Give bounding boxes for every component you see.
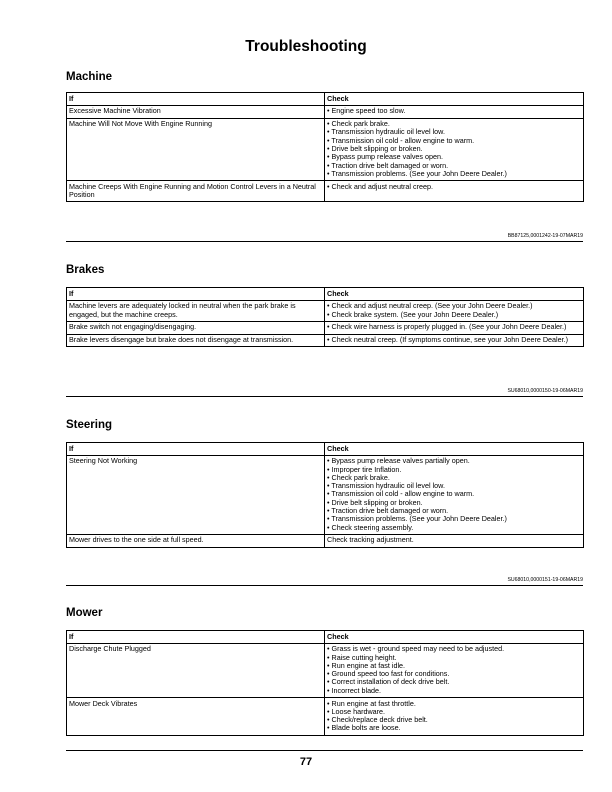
check-item: • Transmission problems. (See your John Deere Dealer.) bbox=[327, 168, 507, 178]
check-item: • Check neutral creep. (If symptoms continue, see your John Deere Dealer.) bbox=[327, 335, 569, 345]
table-header-row bbox=[67, 288, 584, 301]
table-row bbox=[67, 300, 584, 321]
if-cell: Steering Not Working bbox=[67, 455, 325, 534]
table-row bbox=[67, 334, 584, 347]
check-item: • Bypass pump release valves partially open. bbox=[327, 456, 470, 466]
table-header-row bbox=[67, 93, 584, 106]
reference-code: SU68010,0000150-19-06MAR19 bbox=[507, 388, 583, 394]
table-row bbox=[67, 321, 584, 334]
check-item: • Transmission oil cold - allow engine to warm. bbox=[327, 489, 475, 499]
check-item: • Check steering assembly. bbox=[327, 522, 414, 532]
check-cell bbox=[325, 105, 584, 118]
if-cell: Brake switch not engaging/disengaging. bbox=[67, 321, 325, 334]
check-item: • Blade bolts are loose. bbox=[327, 723, 401, 733]
column-header-if: If bbox=[67, 93, 325, 106]
section-heading: Steering bbox=[66, 419, 113, 431]
section-divider bbox=[66, 585, 583, 586]
table-row bbox=[67, 534, 584, 547]
troubleshooting-table bbox=[66, 630, 584, 736]
check-cell bbox=[325, 321, 584, 334]
column-header-check: Check bbox=[325, 93, 584, 106]
section-heading: Mower bbox=[66, 607, 103, 619]
table-row bbox=[67, 181, 584, 202]
if-cell: Excessive Machine Vibration bbox=[67, 105, 325, 118]
page-number: 77 bbox=[299, 756, 313, 768]
if-cell: Machine Creeps With Engine Running and Motion Control Levers in a Neutral Position bbox=[67, 181, 325, 202]
check-item: • Run engine at fast idle. bbox=[327, 660, 406, 670]
column-header-if: If bbox=[67, 443, 325, 456]
check-item: • Improper tire Inflation. bbox=[327, 464, 402, 474]
troubleshooting-table bbox=[66, 92, 584, 202]
check-item: • Loose hardware. bbox=[327, 706, 386, 716]
check-item: • Check wire harness is properly plugged in. (See your John Deere Dealer.) bbox=[327, 322, 567, 332]
check-item: • Grass is wet - ground speed may need to be adjusted. bbox=[327, 644, 505, 654]
check-item: • Run engine at fast throttle. bbox=[327, 698, 416, 708]
table-row bbox=[67, 118, 584, 181]
if-cell: Machine Will Not Move With Engine Running bbox=[67, 118, 325, 181]
check-item: • Traction drive belt damaged or worn. bbox=[327, 506, 449, 516]
check-item: • Check/replace deck drive belt. bbox=[327, 715, 428, 725]
check-item: • Correct installation of deck drive belt. bbox=[327, 677, 450, 687]
check-cell bbox=[325, 118, 584, 181]
check-item: • Check park brake. bbox=[327, 119, 390, 129]
check-item: • Check and adjust neutral creep. bbox=[327, 181, 433, 191]
check-item: • Transmission problems. (See your John Deere Dealer.) bbox=[327, 514, 507, 524]
check-cell bbox=[325, 698, 584, 736]
check-cell bbox=[325, 300, 584, 321]
check-item: • Check and adjust neutral creep. (See your John Deere Dealer.) bbox=[327, 301, 533, 311]
page-title: Troubleshooting bbox=[245, 38, 367, 55]
table-header-row bbox=[67, 443, 584, 456]
column-header-check: Check bbox=[325, 288, 584, 301]
check-cell bbox=[325, 643, 584, 697]
check-item: • Transmission oil cold - allow engine to warm. bbox=[327, 135, 475, 145]
check-item: • Drive belt slipping or broken. bbox=[327, 143, 423, 153]
table-row bbox=[67, 698, 584, 736]
check-item: • Check brake system. (See your John Deere Dealer.) bbox=[327, 309, 499, 319]
column-header-check: Check bbox=[325, 631, 584, 644]
check-item: • Traction drive belt damaged or worn. bbox=[327, 160, 449, 170]
troubleshooting-table bbox=[66, 287, 584, 347]
check-item: • Transmission hydraulic oil level low. bbox=[327, 481, 445, 491]
section-divider bbox=[66, 241, 583, 242]
column-header-if: If bbox=[67, 631, 325, 644]
table-row bbox=[67, 643, 584, 697]
section-mower bbox=[66, 606, 583, 736]
if-cell: Machine levers are adequately locked in neutral when the park brake is engaged, but the machine creeps. bbox=[67, 300, 325, 321]
footer-divider bbox=[66, 750, 583, 751]
section-machine bbox=[66, 70, 583, 202]
check-item: • Ground speed too fast for conditions. bbox=[327, 669, 450, 679]
reference-code: BB87125,0001242-19-07MAR19 bbox=[507, 233, 583, 239]
table-row bbox=[67, 455, 584, 534]
check-item: • Incorrect blade. bbox=[327, 685, 382, 695]
check-item: Check tracking adjustment. bbox=[327, 535, 414, 545]
section-divider bbox=[66, 396, 583, 397]
section-brakes bbox=[66, 263, 583, 347]
check-item: • Check park brake. bbox=[327, 472, 390, 482]
column-header-check: Check bbox=[325, 443, 584, 456]
check-cell bbox=[325, 181, 584, 202]
table-header-row bbox=[67, 631, 584, 644]
check-cell bbox=[325, 534, 584, 547]
if-cell: Brake levers disengage but brake does not disengage at transmission. bbox=[67, 334, 325, 347]
column-header-if: If bbox=[67, 288, 325, 301]
if-cell: Mower drives to the one side at full speed. bbox=[67, 534, 325, 547]
section-steering bbox=[66, 418, 583, 548]
if-cell: Mower Deck Vibrates bbox=[67, 698, 325, 736]
if-cell: Discharge Chute Plugged bbox=[67, 643, 325, 697]
check-item: • Bypass pump release valves open. bbox=[327, 152, 443, 162]
section-heading: Brakes bbox=[66, 264, 105, 276]
check-item: • Raise cutting height. bbox=[327, 652, 397, 662]
section-heading: Machine bbox=[66, 71, 113, 83]
check-item: • Drive belt slipping or broken. bbox=[327, 497, 423, 507]
reference-code: SU68010,0000151-19-06MAR19 bbox=[507, 577, 583, 583]
check-item: • Transmission hydraulic oil level low. bbox=[327, 127, 445, 137]
check-item: • Engine speed too slow. bbox=[327, 106, 406, 116]
check-cell bbox=[325, 455, 584, 534]
check-cell bbox=[325, 334, 584, 347]
table-row bbox=[67, 105, 584, 118]
troubleshooting-table bbox=[66, 442, 584, 548]
